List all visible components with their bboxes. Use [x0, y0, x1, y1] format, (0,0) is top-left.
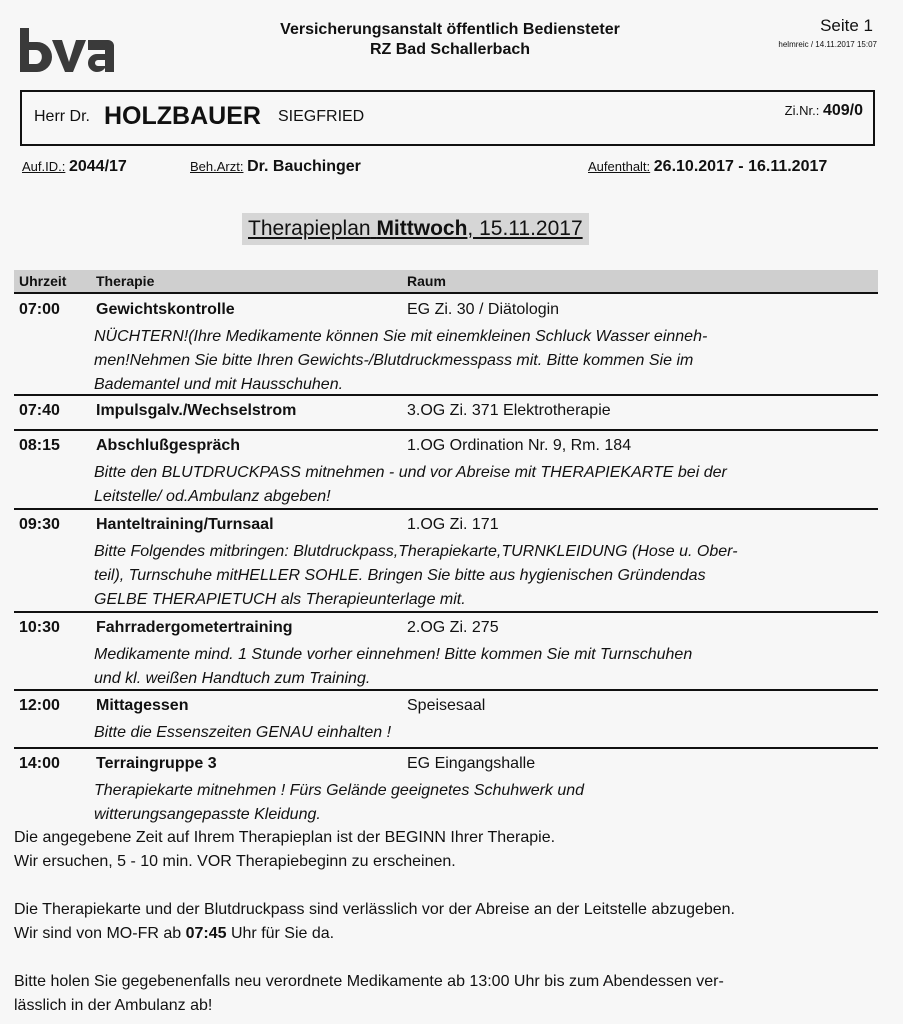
opening-time: 07:45 — [185, 925, 227, 942]
row-time: 09:30 — [19, 516, 60, 533]
row-time: 08:15 — [19, 437, 60, 454]
footer-line: Die angegebene Zeit auf Ihrem Therapieplan ist der BEGINN Ihrer Therapie. — [14, 829, 556, 846]
row-note-line: Bitte die Essenszeiten GENAU einhalten ! — [94, 724, 392, 741]
row-note-line: Bitte den BLUTDRUCKPASS mitnehmen - und vor Abreise mit THERAPIEKARTE bei der — [94, 464, 727, 481]
footer-notes — [14, 826, 894, 1018]
row-note — [94, 779, 854, 827]
footer-line: Bitte holen Sie gegebenenfalls neu verordnete Medikamente ab 13:00 Uhr bis zum Abendessen ver- — [14, 973, 724, 990]
document-header — [260, 20, 640, 60]
patient-box — [20, 90, 875, 146]
row-room: 1.OG Zi. 171 — [407, 516, 499, 533]
row-time: 14:00 — [19, 755, 60, 772]
row-divider — [14, 689, 878, 691]
row-time: 07:40 — [19, 402, 60, 419]
row-note — [94, 325, 854, 397]
bva-logo — [18, 28, 116, 74]
row-note-line: Therapiekarte mitnehmen ! Fürs Gelände geeignetes Schuhwerk und — [94, 782, 585, 799]
page-number: Seite 1 — [820, 16, 873, 35]
row-note-line: witterungsangepasste Kleidung. — [94, 806, 321, 823]
plan-title-day: Mittwoch — [376, 217, 468, 240]
plan-title — [242, 213, 589, 245]
row-divider — [14, 508, 878, 510]
auf-id — [22, 158, 127, 176]
row-divider — [14, 429, 878, 431]
room-number-label: Zi.Nr.: — [784, 103, 820, 118]
attending-doctor — [190, 158, 361, 176]
row-note — [94, 721, 854, 745]
row-therapy: Hanteltraining/Turnsaal — [96, 516, 274, 533]
row-therapy: Terraingruppe 3 — [96, 755, 217, 772]
stay-label: Aufenthalt: — [588, 159, 651, 174]
row-note — [94, 461, 854, 509]
row-therapy: Gewichtskontrolle — [96, 301, 235, 318]
patient-title: Herr Dr. — [34, 108, 90, 125]
row-note-line: men!Nehmen Sie bitte Ihren Gewichts-/Blutdruckmesspass mit. Bitte kommen Sie im — [94, 352, 694, 369]
row-room: Speisesaal — [407, 697, 486, 714]
room-number-value: 409/0 — [822, 102, 863, 119]
column-room: Raum — [407, 273, 446, 289]
auf-id-label: Auf.ID.: — [22, 159, 66, 174]
footer-line: Wir ersuchen, 5 - 10 min. VOR Therapiebeginn zu erscheinen. — [14, 853, 456, 870]
plan-title-prefix: Therapieplan — [248, 217, 371, 240]
row-therapy: Abschlußgespräch — [96, 437, 241, 454]
patient-surname: HOLZBAUER — [104, 102, 261, 130]
row-note-line: teil), Turnschuhe mitHELLER SOHLE. Bringen Sie bitte aus hygienischen Gründendas — [94, 567, 706, 584]
row-room: 2.OG Zi. 275 — [407, 619, 499, 636]
stay-period — [588, 158, 827, 176]
row-time: 07:00 — [19, 301, 60, 318]
row-note-line: und kl. weißen Handtuch zum Training. — [94, 670, 371, 687]
site-name: RZ Bad Schallerbach — [369, 41, 531, 58]
row-divider — [14, 747, 878, 749]
patient-firstname: SIEGFRIED — [278, 108, 365, 125]
footer-line: Die Therapiekarte und der Blutdruckpass sind verlässlich vor der Abreise an der Leitstelle abzugeben. — [14, 901, 735, 918]
plan-title-date: , 15.11.2017 — [467, 217, 583, 240]
row-note-line: Leitstelle/ od.Ambulanz abgeben! — [94, 488, 331, 505]
footer-line: lässlich in der Ambulanz ab! — [14, 997, 213, 1014]
row-note-line: NÜCHTERN!(Ihre Medikamente können Sie mit einemkleinen Schluck Wasser einneh- — [94, 328, 708, 345]
row-note — [94, 540, 854, 612]
stay-value: 26.10.2017 - 16.11.2017 — [653, 158, 828, 175]
row-divider — [14, 394, 878, 396]
footer-line: Wir sind von MO-FR ab 07:45 Uhr für Sie da. — [14, 925, 335, 942]
row-room: EG Eingangshalle — [407, 755, 536, 772]
row-divider — [14, 611, 878, 613]
doctor-value: Dr. Bauchinger — [247, 158, 361, 175]
row-therapy: Mittagessen — [96, 697, 189, 714]
row-note-line: Bitte Folgendes mitbringen: Blutdruckpass,Therapiekarte,TURNKLEIDUNG (Hose u. Ober- — [94, 543, 738, 560]
row-room: EG Zi. 30 / Diätologin — [407, 301, 560, 318]
row-note-line: GELBE THERAPIETUCH als Therapieunterlage mit. — [94, 591, 466, 608]
organisation-name: Versicherungsanstalt öffentlich Bediensteter — [280, 21, 620, 38]
row-room: 3.OG Zi. 371 Elektrotherapie — [407, 402, 611, 419]
print-info: helmreic / 14.11.2017 15:07 — [778, 40, 877, 49]
row-note-line: Medikamente mind. 1 Stunde vorher einnehmen! Bitte kommen Sie mit Turnschuhen — [94, 646, 693, 663]
row-time: 12:00 — [19, 697, 60, 714]
column-therapy: Therapie — [96, 273, 155, 289]
doctor-label: Beh.Arzt: — [190, 159, 244, 174]
row-note-line: Bademantel und mit Hausschuhen. — [94, 376, 344, 393]
row-time: 10:30 — [19, 619, 60, 636]
table-header — [14, 270, 878, 294]
column-time: Uhrzeit — [19, 273, 67, 289]
room-number — [785, 102, 863, 120]
row-room: 1.OG Ordination Nr. 9, Rm. 184 — [407, 437, 632, 454]
row-therapy: Fahrradergometertraining — [96, 619, 293, 636]
row-therapy: Impulsgalv./Wechselstrom — [96, 402, 297, 419]
row-note — [94, 643, 854, 691]
auf-id-value: 2044/17 — [68, 158, 127, 175]
